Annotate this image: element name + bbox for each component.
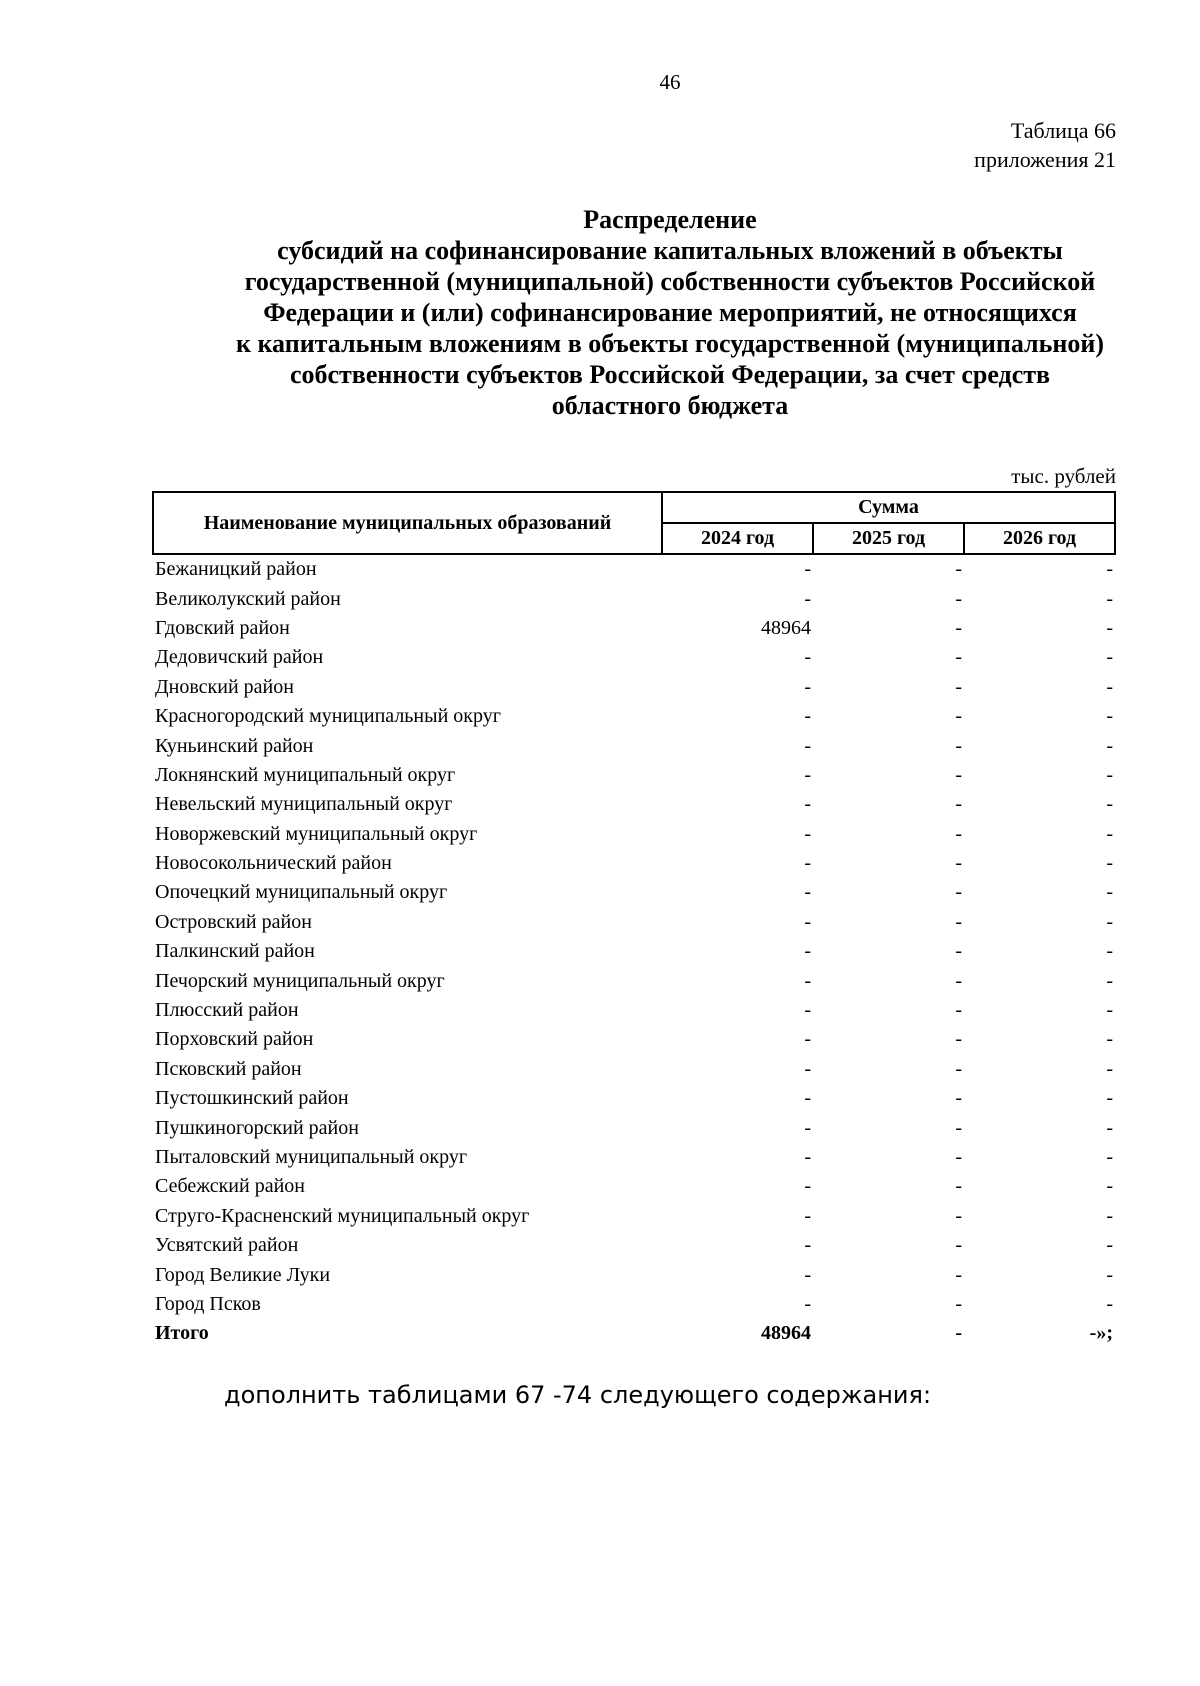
row-value-2026: - bbox=[1106, 1175, 1113, 1198]
footer-text: дополнить таблицами 67 -74 следующего содержания: bbox=[224, 1381, 932, 1409]
row-value-2026: - bbox=[1106, 675, 1113, 698]
row-value-2026: - bbox=[1106, 1263, 1113, 1286]
header-name: Наименование муниципальных образований bbox=[153, 492, 662, 554]
header-year-2026: 2026 год bbox=[964, 523, 1115, 554]
row-value-2024: - bbox=[804, 675, 811, 698]
table-body bbox=[153, 554, 1115, 1349]
row-value-2024: 48964 bbox=[761, 616, 811, 639]
row-value-2025: - bbox=[955, 910, 962, 933]
total-value-2025: - bbox=[955, 1322, 962, 1345]
row-value-2026: - bbox=[1106, 1146, 1113, 1168]
row-name: Плюсский район bbox=[155, 999, 299, 1022]
row-value-2024: - bbox=[804, 558, 811, 581]
row-name: Великолукский район bbox=[155, 587, 341, 610]
row-value-2025: - bbox=[955, 1263, 962, 1286]
row-value-2024: - bbox=[804, 969, 811, 992]
title-line: собственности субъектов Российской Федерации, за счет средств bbox=[289, 360, 1051, 389]
row-name: Город Псков bbox=[155, 1292, 261, 1315]
title-line: субсидий на софинансирование капитальных вложений в объекты bbox=[277, 236, 1063, 265]
row-name: Пустошкинский район bbox=[155, 1087, 349, 1110]
row-value-2026: - bbox=[1106, 1116, 1113, 1139]
title-line: Федерации и (или) софинансирование мероприятий, не относящихся bbox=[263, 298, 1077, 327]
table-row bbox=[153, 1113, 1115, 1142]
row-value-2026: - bbox=[1106, 910, 1113, 933]
row-name: Дедовичский район bbox=[155, 646, 324, 669]
row-value-2025: - bbox=[955, 1234, 962, 1257]
row-name: Красногородский муниципальный округ bbox=[155, 705, 501, 728]
table-row bbox=[153, 878, 1115, 907]
table-row bbox=[153, 1172, 1115, 1201]
total-row bbox=[153, 1319, 1115, 1348]
row-name: Пушкиногорский район bbox=[155, 1116, 359, 1139]
row-name: Невельский муниципальный округ bbox=[155, 793, 453, 816]
row-value-2026: - bbox=[1106, 793, 1113, 816]
row-value-2024: - bbox=[804, 587, 811, 610]
row-value-2025: - bbox=[955, 969, 962, 992]
row-name: Себежский район bbox=[155, 1175, 305, 1198]
header-sum: Сумма bbox=[662, 492, 1115, 523]
row-value-2025: - bbox=[955, 705, 962, 728]
row-value-2026: - bbox=[1106, 558, 1113, 581]
row-name: Опочецкий муниципальный округ bbox=[155, 881, 448, 904]
title-line: к капитальным вложениям в объекты государственной (муниципальной) bbox=[235, 329, 1105, 358]
row-value-2025: - bbox=[955, 999, 962, 1022]
row-value-2025: - bbox=[955, 763, 962, 786]
row-name: Новосокольнический район bbox=[155, 852, 392, 875]
row-value-2024: - bbox=[804, 1057, 811, 1080]
row-name: Печорский муниципальный округ bbox=[155, 969, 445, 992]
row-name: Куньинский район bbox=[155, 734, 314, 757]
row-name: Локнянский муниципальный округ bbox=[155, 763, 456, 786]
row-value-2024: - bbox=[804, 1175, 811, 1198]
table-row bbox=[153, 1055, 1115, 1084]
table-row bbox=[153, 820, 1115, 849]
units-label: тыс. рублей bbox=[1011, 464, 1116, 488]
table-row bbox=[153, 731, 1115, 760]
table-row bbox=[153, 996, 1115, 1025]
row-name: Дновский район bbox=[155, 675, 294, 698]
row-value-2024: - bbox=[804, 910, 811, 933]
table-row bbox=[153, 790, 1115, 819]
row-value-2024: - bbox=[804, 1028, 811, 1051]
table-row bbox=[153, 937, 1115, 966]
row-value-2025: - bbox=[955, 1028, 962, 1051]
document-title bbox=[150, 204, 1190, 421]
row-value-2025: - bbox=[955, 1204, 962, 1227]
table-reference-line-2: приложения 21 bbox=[974, 147, 1116, 172]
row-value-2024: - bbox=[804, 734, 811, 757]
table-row bbox=[153, 584, 1115, 613]
total-value-2026: -»; bbox=[1089, 1322, 1113, 1345]
row-value-2025: - bbox=[955, 1087, 962, 1110]
title-line: государственной (муниципальной) собственности субъектов Российской bbox=[244, 267, 1096, 296]
table-row bbox=[153, 908, 1115, 937]
row-name: Псковский район bbox=[155, 1057, 302, 1080]
row-value-2026: - bbox=[1106, 1204, 1113, 1227]
row-value-2026: - bbox=[1106, 1087, 1113, 1110]
row-value-2025: - bbox=[955, 675, 962, 698]
row-value-2025: - bbox=[955, 646, 962, 669]
row-value-2024: - bbox=[804, 822, 811, 845]
row-value-2026: - bbox=[1106, 999, 1113, 1022]
table-row bbox=[153, 1231, 1115, 1260]
row-value-2025: - bbox=[955, 881, 962, 904]
row-name: Островский район bbox=[155, 910, 312, 933]
row-value-2025: - bbox=[955, 822, 962, 845]
header-year-2024: 2024 год bbox=[662, 523, 813, 554]
row-value-2024: - bbox=[804, 940, 811, 963]
subsidy-table bbox=[152, 491, 1116, 1349]
row-value-2026: - bbox=[1106, 1234, 1113, 1257]
table-row bbox=[153, 1143, 1115, 1172]
row-value-2024: - bbox=[804, 646, 811, 669]
row-value-2026: - bbox=[1106, 1057, 1113, 1080]
table-row bbox=[153, 966, 1115, 995]
table-row bbox=[153, 849, 1115, 878]
row-value-2026: - bbox=[1106, 822, 1113, 845]
row-name: Струго-Красненский муниципальный округ bbox=[155, 1204, 530, 1227]
row-value-2026: - bbox=[1106, 646, 1113, 669]
row-value-2026: - bbox=[1106, 969, 1113, 992]
row-value-2025: - bbox=[955, 616, 962, 639]
row-value-2026: - bbox=[1106, 616, 1113, 639]
row-value-2024: - bbox=[804, 1087, 811, 1110]
row-name: Гдовский район bbox=[155, 616, 290, 639]
table-reference-line-1: Таблица 66 bbox=[1010, 118, 1116, 143]
row-name: Пыталовский муниципальный округ bbox=[155, 1146, 468, 1168]
table-row bbox=[153, 673, 1115, 702]
table-row bbox=[153, 1260, 1115, 1289]
row-value-2024: - bbox=[804, 793, 811, 816]
row-name: Усвятский район bbox=[155, 1234, 299, 1257]
row-value-2025: - bbox=[955, 1057, 962, 1080]
row-value-2025: - bbox=[955, 852, 962, 875]
title-line: областного бюджета bbox=[551, 391, 789, 420]
row-value-2024: - bbox=[804, 763, 811, 786]
row-value-2026: - bbox=[1106, 881, 1113, 904]
table-row bbox=[153, 643, 1115, 672]
row-value-2025: - bbox=[955, 1116, 962, 1139]
row-name: Палкинский район bbox=[155, 940, 315, 963]
row-value-2025: - bbox=[955, 558, 962, 581]
table-reference bbox=[974, 116, 1116, 174]
row-value-2024: - bbox=[804, 1292, 811, 1315]
row-value-2025: - bbox=[955, 793, 962, 816]
row-value-2024: - bbox=[804, 881, 811, 904]
row-value-2024: - bbox=[804, 1116, 811, 1139]
table-row bbox=[153, 702, 1115, 731]
page-number: 46 bbox=[659, 70, 681, 94]
row-name: Бежаницкий район bbox=[155, 558, 317, 581]
row-value-2025: - bbox=[955, 1146, 962, 1168]
table-row bbox=[153, 1084, 1115, 1113]
row-value-2025: - bbox=[955, 1292, 962, 1315]
row-value-2026: - bbox=[1106, 763, 1113, 786]
header-year-2025: 2025 год bbox=[813, 523, 964, 554]
total-label: Итого bbox=[155, 1322, 209, 1345]
row-name: Новоржевский муниципальный округ bbox=[155, 822, 478, 845]
row-value-2026: - bbox=[1106, 705, 1113, 728]
row-value-2026: - bbox=[1106, 852, 1113, 875]
row-value-2025: - bbox=[955, 734, 962, 757]
row-value-2024: - bbox=[804, 705, 811, 728]
row-value-2026: - bbox=[1106, 1292, 1113, 1315]
row-value-2025: - bbox=[955, 587, 962, 610]
row-value-2024: - bbox=[804, 999, 811, 1022]
row-name: Город Великие Луки bbox=[155, 1263, 331, 1286]
row-value-2024: - bbox=[804, 852, 811, 875]
row-value-2024: - bbox=[804, 1146, 811, 1168]
row-value-2026: - bbox=[1106, 1028, 1113, 1051]
row-value-2025: - bbox=[955, 940, 962, 963]
row-value-2026: - bbox=[1106, 587, 1113, 610]
row-value-2025: - bbox=[955, 1175, 962, 1198]
table-row bbox=[153, 1202, 1115, 1231]
row-value-2024: - bbox=[804, 1263, 811, 1286]
table-row bbox=[153, 761, 1115, 790]
title-line: Распределение bbox=[583, 205, 757, 234]
row-value-2024: - bbox=[804, 1204, 811, 1227]
row-value-2026: - bbox=[1106, 940, 1113, 963]
table-row bbox=[153, 1290, 1115, 1319]
row-name: Порховский район bbox=[155, 1028, 314, 1051]
total-value-2024: 48964 bbox=[761, 1322, 811, 1345]
row-value-2024: - bbox=[804, 1234, 811, 1257]
table-row bbox=[153, 614, 1115, 643]
row-value-2026: - bbox=[1106, 734, 1113, 757]
table-row bbox=[153, 554, 1115, 584]
table-row bbox=[153, 1025, 1115, 1054]
